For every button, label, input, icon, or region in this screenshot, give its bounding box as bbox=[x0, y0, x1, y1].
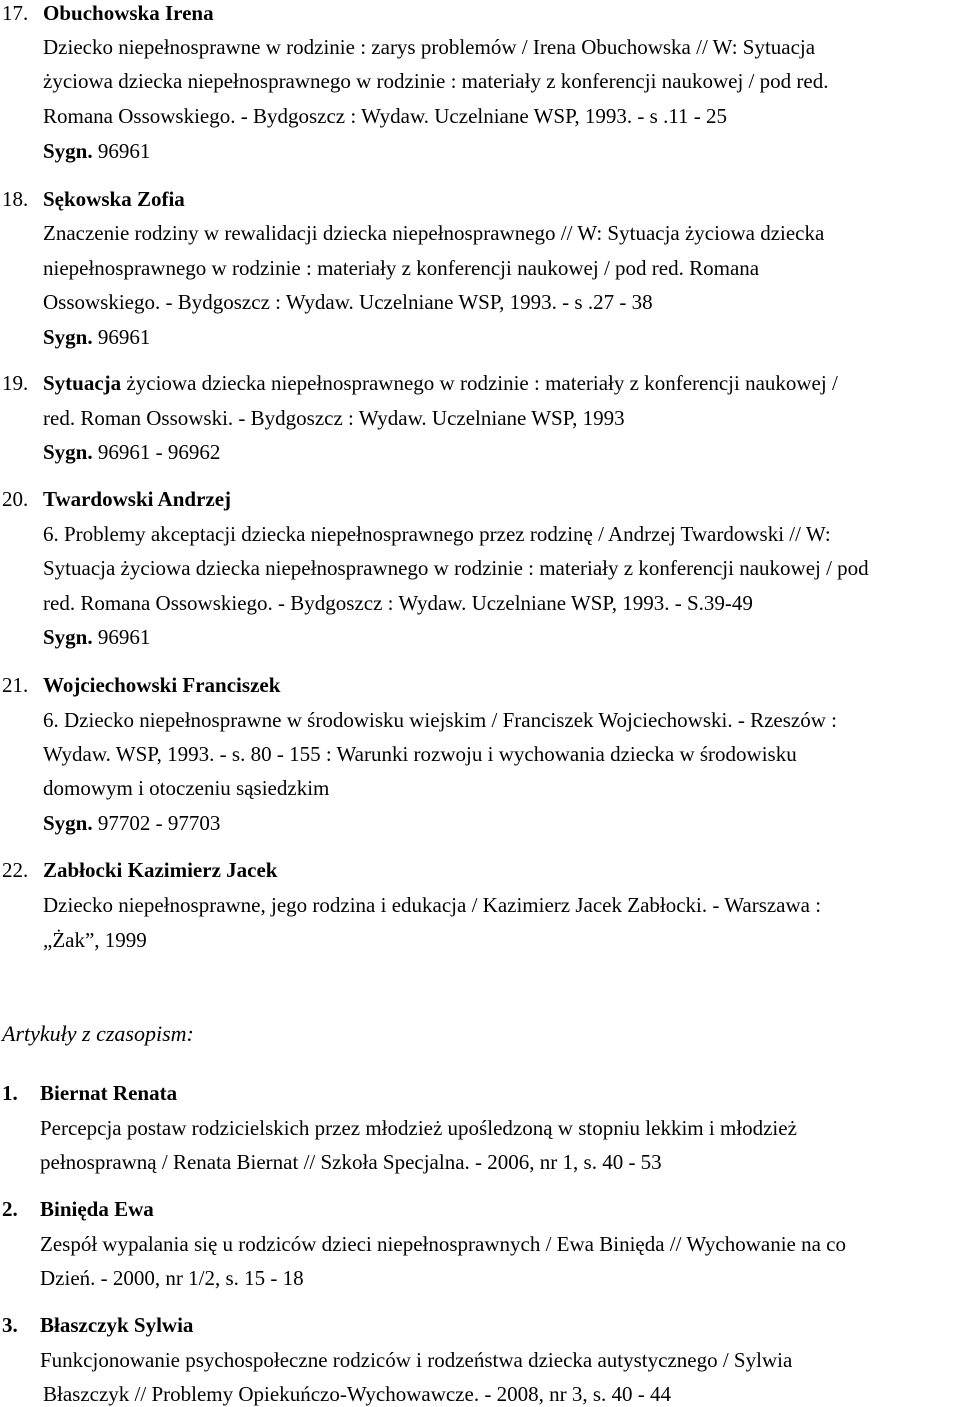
entry-number: 3. bbox=[2, 1313, 18, 1337]
signature-value: 96961 bbox=[92, 139, 151, 163]
signature-label: Sygn. bbox=[43, 625, 93, 649]
entry-number: 19. bbox=[2, 371, 29, 395]
entry-text-line: domowym i otoczeniu sąsiedzkim bbox=[43, 776, 330, 800]
entry-text-line bbox=[43, 708, 837, 732]
entry-subnumber: 6. bbox=[43, 708, 64, 732]
entry-number: 2. bbox=[2, 1197, 18, 1221]
entry-author: Twardowski Andrzej bbox=[43, 487, 232, 511]
entry-number: 17. bbox=[2, 1, 29, 25]
entry-text-line: Sytuacja życiowa dziecka niepełnosprawnego w rodzinie : materiały z konferencji naukowej / pod bbox=[43, 556, 869, 580]
entry-text-line: „Żak”, 1999 bbox=[43, 928, 147, 952]
entry-text-line: red. Romana Ossowskiego. - Bydgoszcz : Wydaw. Uczelniane WSP, 1993. - S.39-49 bbox=[43, 591, 753, 615]
entry-number: 20. bbox=[2, 487, 29, 511]
entry-text-line: Znaczenie rodziny w rewalidacji dziecka niepełnosprawnego // W: Sytuacja życiowa dziecka bbox=[43, 221, 825, 245]
entry-subnumber: 6. bbox=[43, 522, 64, 546]
entry-text: Problemy akceptacji dziecka niepełnosprawnego przez rodzinę / Andrzej Twardowski // W: bbox=[64, 522, 831, 546]
entry-author: Obuchowska Irena bbox=[43, 1, 214, 25]
signature-value: 96961 - 96962 bbox=[92, 440, 221, 464]
entry-text-line: Ossowskiego. - Bydgoszcz : Wydaw. Uczelniane WSP, 1993. - s .27 - 38 bbox=[43, 290, 653, 314]
entry-text-line: pełnosprawną / Renata Biernat // Szkoła Specjalna. - 2006, nr 1, s. 40 - 53 bbox=[40, 1150, 662, 1174]
entry-number: 1. bbox=[2, 1081, 18, 1105]
entry-title-rest: życiowa dziecka niepełnosprawnego w rodzinie : materiały z konferencji naukowej / bbox=[121, 371, 838, 395]
entry-text-line: Zespół wypalania się u rodziców dzieci niepełnosprawnych / Ewa Binięda // Wychowanie na co bbox=[40, 1232, 846, 1256]
signature-value: 96961 bbox=[92, 625, 151, 649]
entry-text-line: Dzień. - 2000, nr 1/2, s. 15 - 18 bbox=[40, 1266, 304, 1290]
signature-label: Sygn. bbox=[43, 139, 93, 163]
entry-signature bbox=[43, 625, 150, 649]
entry-text-line: Wydaw. WSP, 1993. - s. 80 - 155 : Warunki rozwoju i wychowania dziecka w środowisku bbox=[43, 742, 797, 766]
entry-number: 22. bbox=[2, 858, 29, 882]
entry-author: Sytuacja bbox=[43, 371, 122, 395]
entry-text-line: red. Roman Ossowski. - Bydgoszcz : Wydaw. Uczelniane WSP, 1993 bbox=[43, 406, 625, 430]
entry-author: Zabłocki Kazimierz Jacek bbox=[43, 858, 278, 882]
entry-text-line: życiowa dziecka niepełnosprawnego w rodzinie : materiały z konferencji naukowej / pod red. bbox=[43, 69, 829, 93]
entry-author: Wojciechowski Franciszek bbox=[43, 673, 281, 697]
entry-text-line: Błaszczyk // Problemy Opiekuńczo-Wychowawcze. - 2008, nr 3, s. 40 - 44 bbox=[43, 1382, 671, 1406]
entry-number: 21. bbox=[2, 673, 29, 697]
signature-value: 96961 bbox=[92, 325, 151, 349]
entry-text-line: Percepcja postaw rodzicielskich przez młodzież upośledzoną w stopniu lekkim i młodzież bbox=[40, 1116, 797, 1140]
entry-title-line bbox=[43, 371, 838, 395]
section-heading-articles: Artykuły z czasopism: bbox=[2, 1021, 194, 1046]
signature-label: Sygn. bbox=[43, 811, 93, 835]
entry-signature bbox=[43, 440, 220, 464]
signature-label: Sygn. bbox=[43, 440, 93, 464]
entry-signature bbox=[43, 325, 150, 349]
entry-signature bbox=[43, 811, 220, 835]
signature-label: Sygn. bbox=[43, 325, 93, 349]
entry-text-line: Dziecko niepełnosprawne, jego rodzina i edukacja / Kazimierz Jacek Zabłocki. - Warszawa : bbox=[43, 893, 822, 917]
signature-value: 97702 - 97703 bbox=[92, 811, 221, 835]
entry-author: Binięda Ewa bbox=[40, 1197, 154, 1221]
entry-text: Dziecko niepełnosprawne w środowisku wiejskim / Franciszek Wojciechowski. - Rzeszów : bbox=[64, 708, 837, 732]
entry-text-line bbox=[43, 522, 831, 546]
entry-author: Błaszczyk Sylwia bbox=[40, 1313, 194, 1337]
entry-text-line: Funkcjonowanie psychospołeczne rodziców i rodzeństwa dziecka autystycznego / Sylwia bbox=[40, 1348, 793, 1372]
entry-number: 18. bbox=[2, 187, 29, 211]
entry-text-line: Romana Ossowskiego. - Bydgoszcz : Wydaw. Uczelniane WSP, 1993. - s .11 - 25 bbox=[43, 104, 728, 128]
entry-text-line: niepełnosprawnego w rodzinie : materiały z konferencji naukowej / pod red. Romana bbox=[43, 256, 760, 280]
entry-author: Biernat Renata bbox=[40, 1081, 178, 1105]
entry-signature bbox=[43, 139, 150, 163]
entry-author: Sękowska Zofia bbox=[43, 187, 185, 211]
entry-text-line: Dziecko niepełnosprawne w rodzinie : zarys problemów / Irena Obuchowska // W: Sytuacja bbox=[43, 35, 816, 59]
